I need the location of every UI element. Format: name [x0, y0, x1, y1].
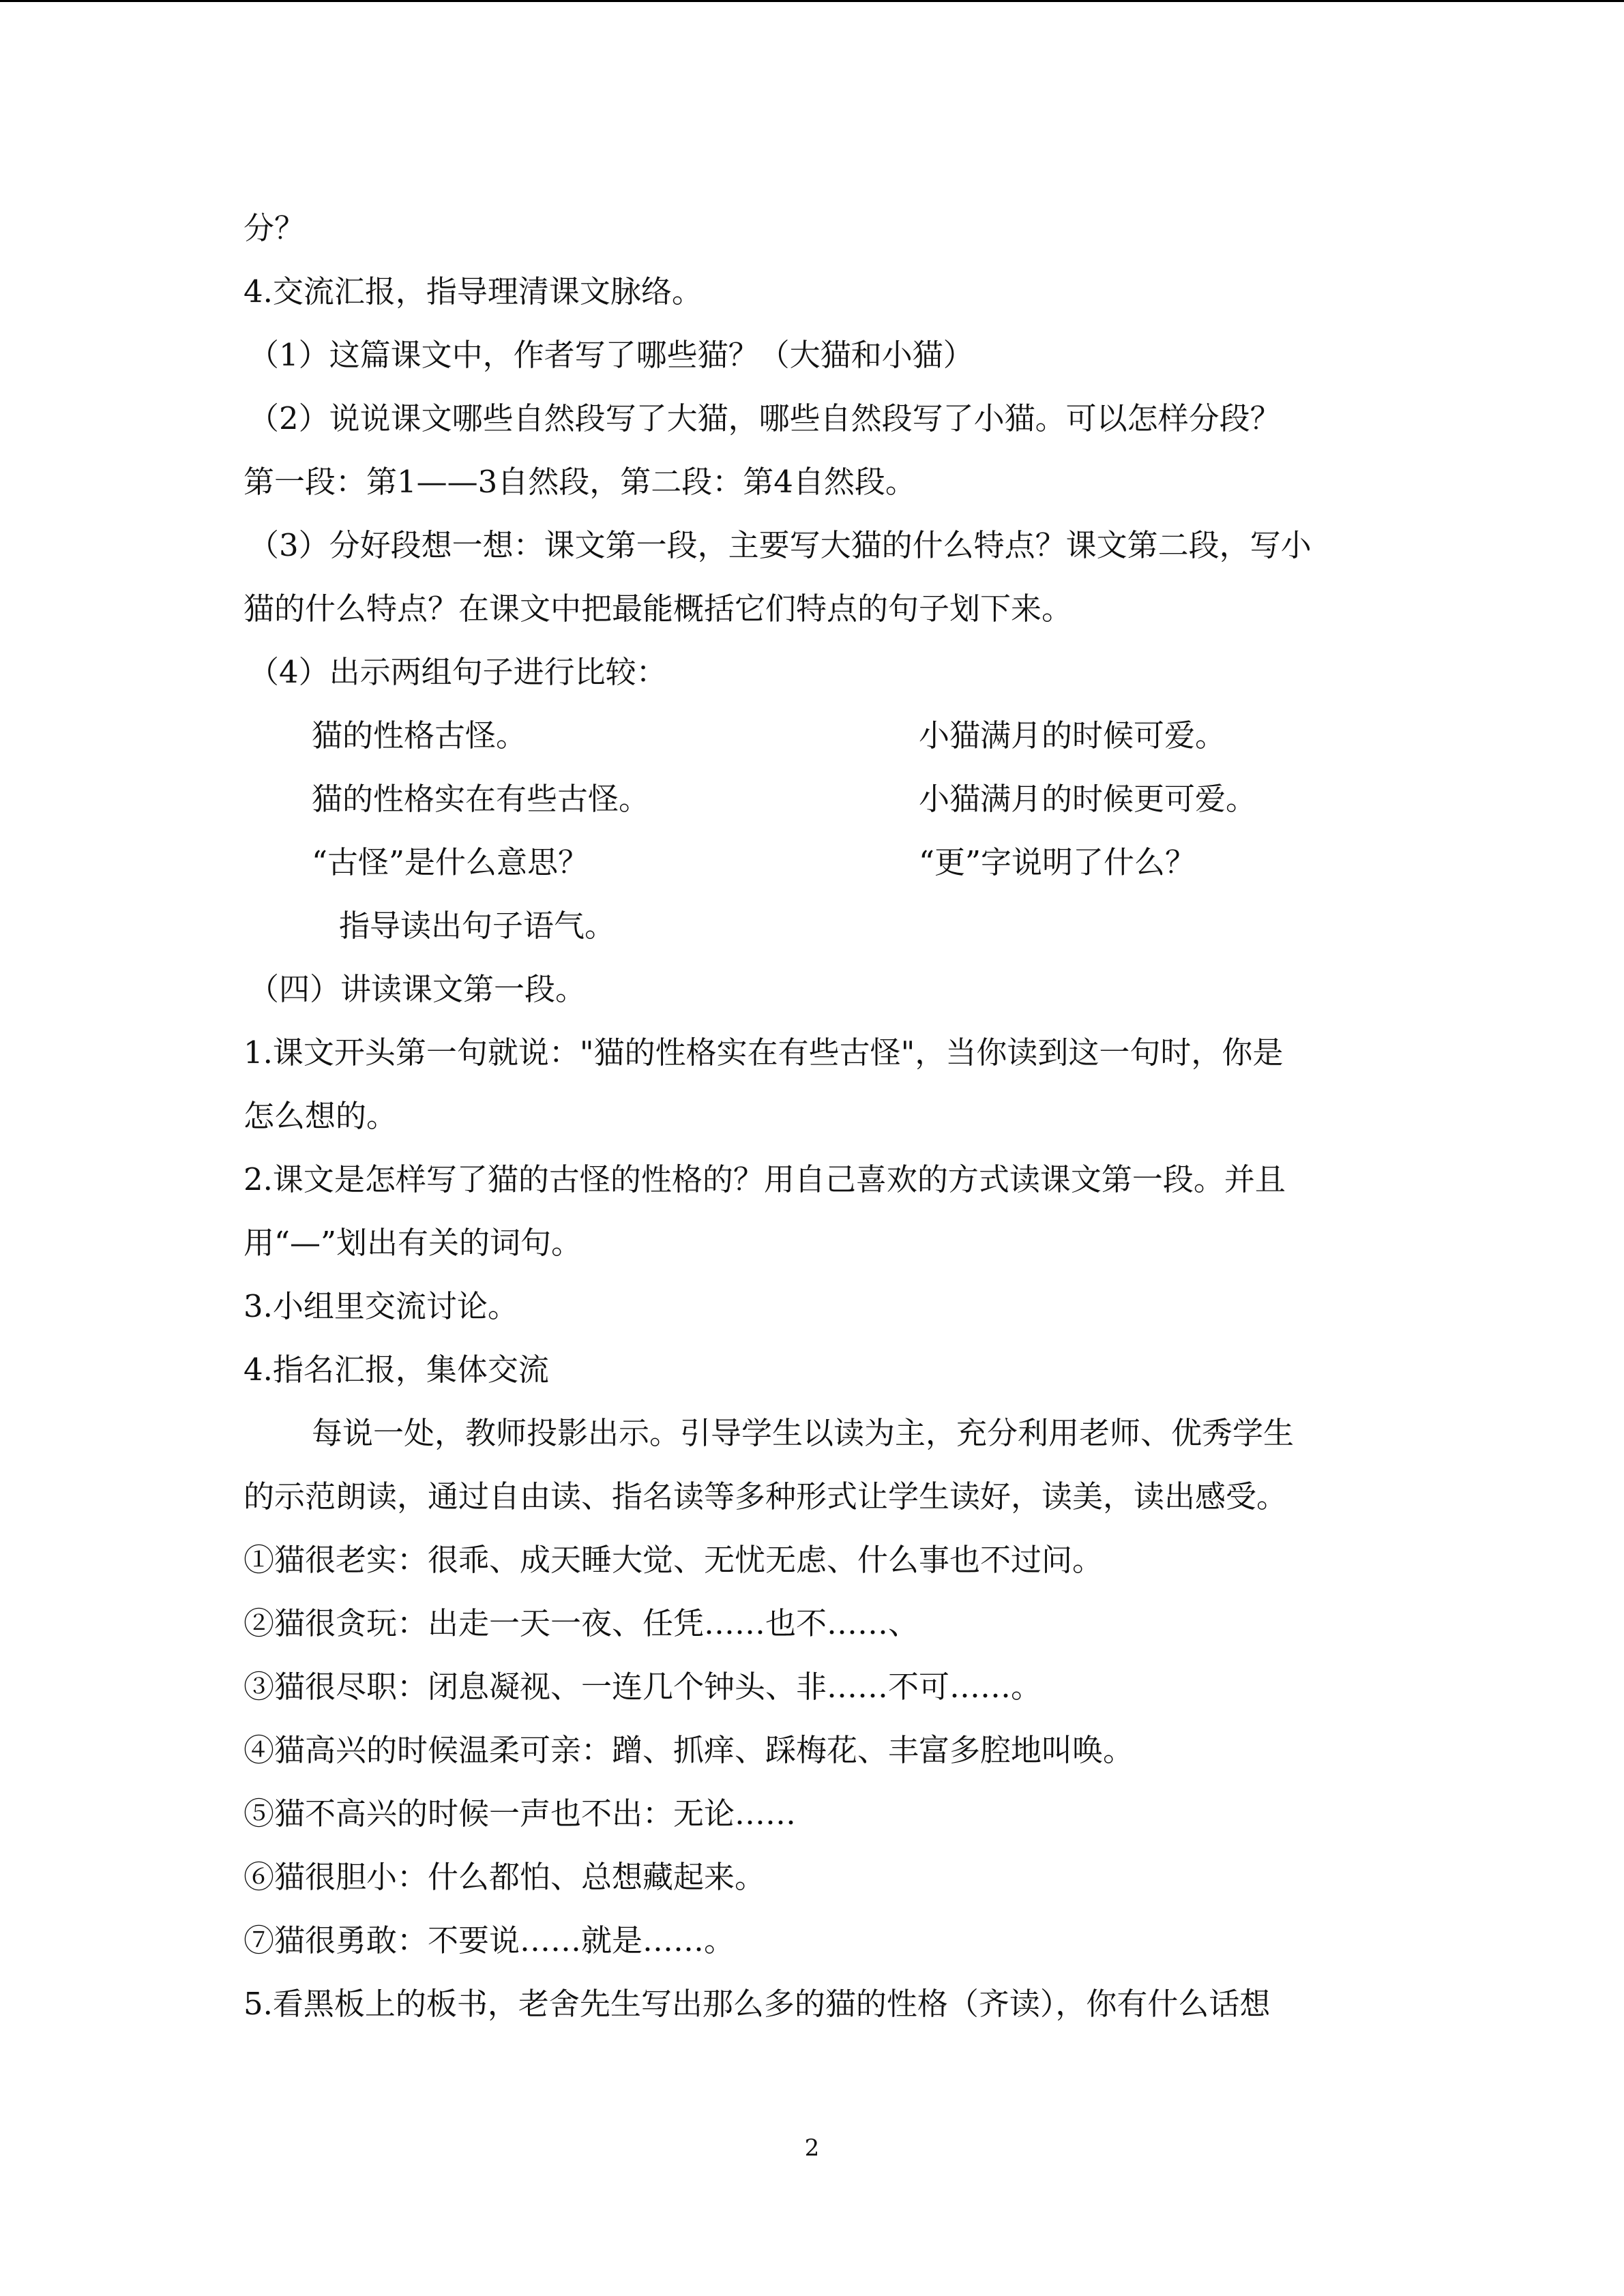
page-number: 2	[804, 2134, 820, 2162]
text-line: 5.看黑板上的板书，老舍先生写出那么多的猫的性格（齐读），你有什么话想	[243, 1986, 1271, 2022]
reading-guide: 指导读出句子语气。	[339, 908, 616, 944]
compare-right-sentence: 小猫满月的时候更可爱。	[919, 781, 1257, 817]
list-item: ③猫很尽职：闭息凝视、一连几个钟头、非……不可……。	[243, 1669, 1042, 1705]
text-line: 每说一处，教师投影出示。引导学生以读为主，充分利用老师、优秀学生	[312, 1415, 1295, 1451]
text-line: 怎么想的。	[243, 1098, 398, 1134]
section-heading: （四）讲读课文第一段。	[248, 971, 587, 1007]
text-line: 3.小组里交流讨论。	[243, 1288, 518, 1324]
text-line: 第一段：第1——3自然段，第二段：第4自然段。	[243, 464, 916, 500]
text-line: （3）分好段想一想：课文第一段，主要写大猫的什么特点？课文第二段，写小	[248, 527, 1312, 563]
list-item: ④猫高兴的时候温柔可亲：蹭、抓痒、踩梅花、丰富多腔地叫唤。	[243, 1732, 1134, 1768]
list-item: ②猫很贪玩：出走一天一夜、任凭……也不……、	[243, 1605, 919, 1641]
list-item: ⑦猫很勇敢：不要说……就是……。	[243, 1922, 735, 1958]
compare-left-sentence: 猫的性格古怪。	[312, 717, 527, 754]
compare-left-question: “古怪”是什么意思？	[312, 844, 589, 880]
compare-right-sentence: 小猫满月的时候可爱。	[919, 717, 1226, 754]
text-line: 用“—”划出有关的词句。	[243, 1225, 582, 1261]
text-line: 2.课文是怎样写了猫的古怪的性格的？用自己喜欢的方式读课文第一段。并且	[243, 1161, 1286, 1197]
text-line: （1）这篇课文中，作者写了哪些猫？（大猫和小猫）	[248, 337, 974, 373]
text-line: 的示范朗读，通过自由读、指名读等多种形式让学生读好，读美，读出感受。	[243, 1478, 1288, 1515]
compare-left-sentence: 猫的性格实在有些古怪。	[312, 781, 650, 817]
text-line: 猫的什么特点？在课文中把最能概括它们特点的句子划下来。	[243, 591, 1073, 627]
list-item: ⑤猫不高兴的时候一声也不出：无论……	[243, 1795, 797, 1832]
text-line: 4.交流汇报，指导理清课文脉络。	[243, 273, 703, 310]
text-line: 4.指名汇报，集体交流	[243, 1352, 549, 1388]
compare-right-question: “更”字说明了什么？	[919, 844, 1196, 880]
text-line: 1.课文开头第一句就说："猫的性格实在有些古怪"，当你读到这一句时，你是	[243, 1034, 1284, 1071]
text-line: 分？	[243, 210, 306, 246]
top-border-line	[0, 0, 1624, 2]
list-item: ①猫很老实：很乖、成天睡大觉、无忧无虑、什么事也不过问。	[243, 1542, 1104, 1578]
list-item: ⑥猫很胆小：什么都怕、总想藏起来。	[243, 1859, 766, 1895]
text-line: （4）出示两组句子进行比较：	[248, 654, 667, 690]
text-line: （2）说说课文哪些自然段写了大猫，哪些自然段写了小猫。可以怎样分段？	[248, 400, 1281, 436]
